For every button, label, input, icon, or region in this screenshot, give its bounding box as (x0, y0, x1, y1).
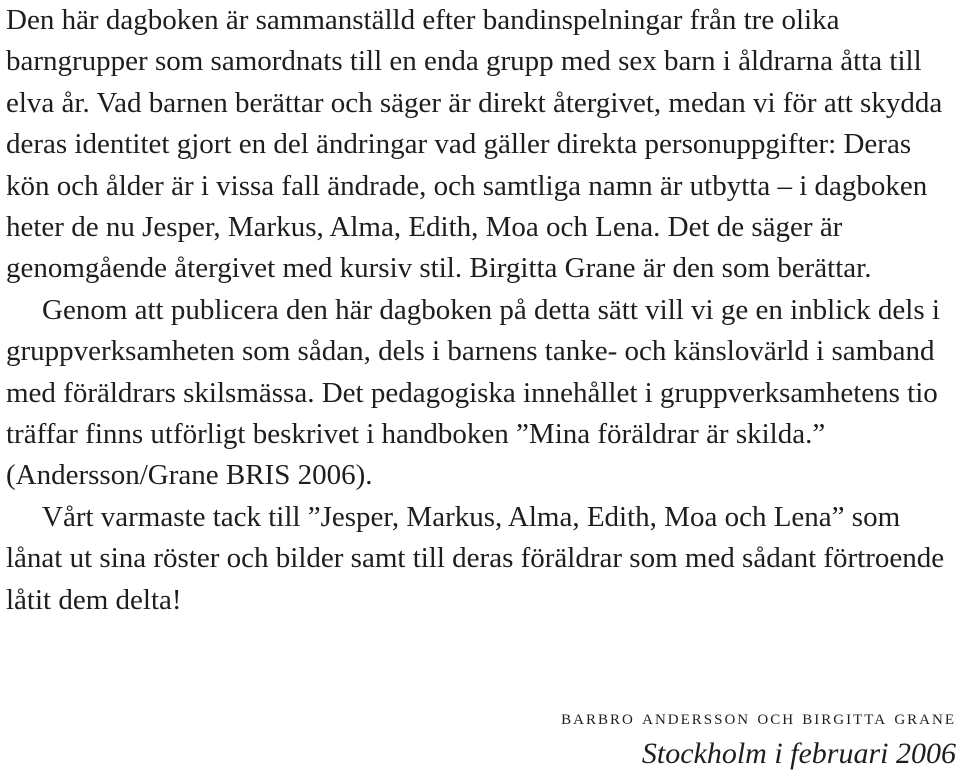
body-text (6, 0, 952, 621)
paragraph-purpose: Genom att publicera den här dagboken på detta sätt vill vi ge en inblick dels i gruppverksamheten som sådan, dels i barnens tanke- och känslovärld i samband med föräldrars skilsmässa. Det pedagogiska innehållet i gruppverksamhetens tio träffar finns utförligt beskrivet i handboken ”Mina föräldrar är skilda.” (Andersson/Grane BRIS 2006). (6, 293, 940, 492)
author-signature: barbro andersson och birgitta grane (561, 705, 956, 729)
paragraph-intro: Den här dagboken är sammanställd efter bandinspelningar från tre olika barngrupper som samordnats till en enda grupp med sex barn i åldrarna åtta till elva år. Vad barnen berättar och säger är direkt återgivet, medan vi för att skydda deras identitet gjort en del ändringar vad gäller direkta personuppgifter: Deras kön och ålder är i vissa fall ändrade, och samtliga namn är utbytta – i dagboken heter de nu Jesper, Markus, Alma, Edith, Moa och Lena. Det de säger är genomgående återgivet med kursiv stil. Birgitta Grane är den som berättar. (6, 4, 943, 285)
paragraph-thanks: Vårt varmaste tack till ”Jesper, Markus, Alma, Edith, Moa och Lena” som lånat ut sina röster och bilder samt till deras föräldrar som med sådant förtroende låtit dem delta! (6, 500, 945, 616)
place-and-date: Stockholm i februari 2006 (641, 737, 956, 770)
